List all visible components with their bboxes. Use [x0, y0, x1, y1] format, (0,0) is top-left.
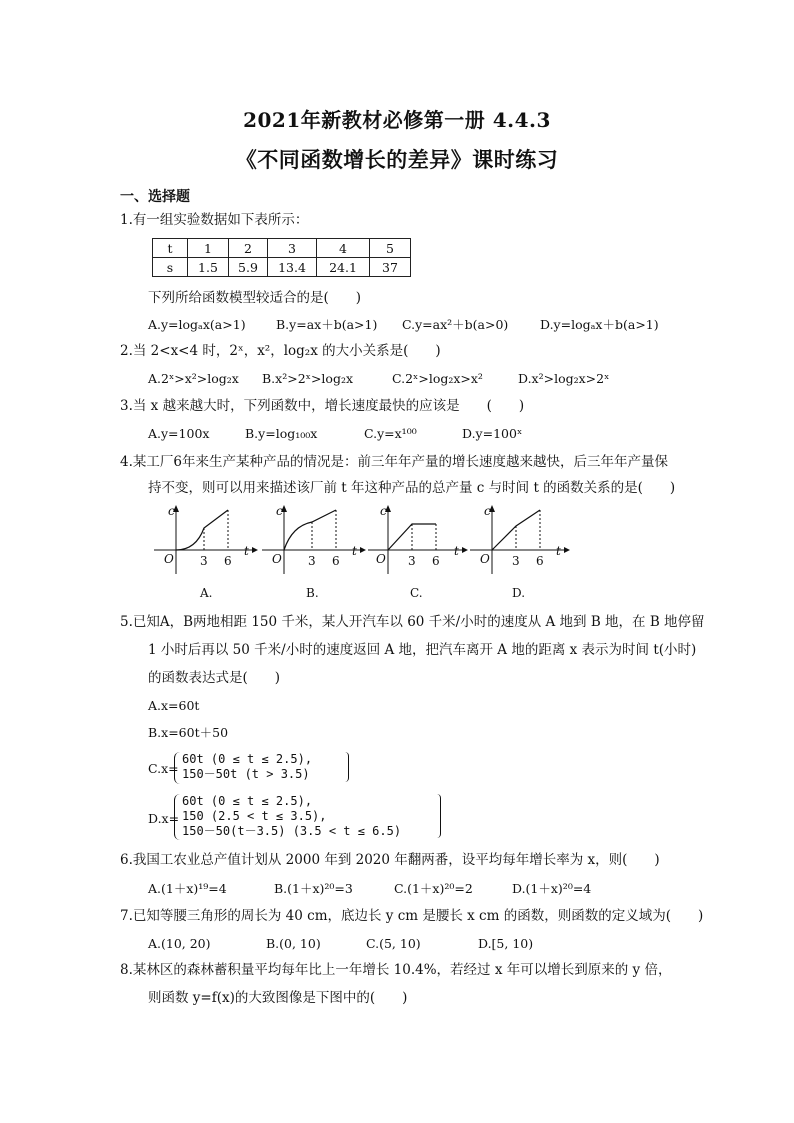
doc-subtitle: 《不同函数增长的差异》课时练习 — [235, 147, 559, 172]
q5-option-c-cases — [182, 752, 312, 782]
graph-label-c: C. — [410, 586, 423, 600]
q2-stem: 2.当 2<x<4 时，2ˣ，x²，log₂x 的大小关系是( ) — [120, 343, 441, 359]
q5-option-a: A.x=60t — [148, 698, 200, 713]
q5-option-b: B.x=60t＋50 — [148, 725, 229, 740]
q3-option-d: D.y=100ˣ — [462, 426, 523, 441]
table-cell: 37 — [370, 258, 411, 277]
table-cell: 24.1 — [317, 258, 370, 277]
graph-label-b: B. — [306, 586, 319, 600]
q4-graph-a — [148, 504, 258, 604]
tick-6: 6 — [536, 554, 544, 568]
case-line: 150 (2.5 < t ≤ 3.5), — [182, 809, 327, 823]
bracket-c — [344, 752, 349, 782]
section-heading: 一、选择题 — [120, 189, 190, 205]
tick-6: 6 — [224, 554, 232, 568]
q1-option-a: A.y=logₐx(a>1) — [148, 317, 246, 332]
q3-option-c: C.y=x¹⁰⁰ — [364, 426, 417, 441]
q7-option-c: C.(5, 10) — [366, 936, 421, 951]
case-line: 60t (0 ≤ t ≤ 2.5), — [182, 794, 313, 808]
q3-option-a: A.y=100x — [148, 426, 210, 441]
case-line: 60t (0 ≤ t ≤ 2.5), — [182, 752, 313, 766]
q8-stem-line1: 8.某林区的森林蓄积量平均每年比上一年增长 10.4%，若经过 x 年可以增长到原来的 y 倍， — [120, 962, 672, 978]
q7-option-b: B.(0, 10) — [266, 936, 321, 951]
q1-prompt: 下列所给函数模型较适合的是( ) — [148, 290, 362, 306]
origin-label: O — [164, 552, 174, 566]
q5-option-c-prefix: C.x= — [148, 761, 179, 776]
table-row — [153, 239, 411, 258]
q1-option-d: D.y=logₐx＋b(a>1) — [540, 317, 659, 332]
bracket-d — [436, 794, 441, 838]
q7-option-a: A.(10, 20) — [148, 936, 211, 951]
q1-option-b: B.y=ax＋b(a>1) — [276, 317, 378, 332]
table-cell: s — [153, 258, 188, 277]
doc-title: 2021年新教材必修第一册 4.4.3 — [243, 108, 551, 132]
table-cell: 1.5 — [188, 258, 229, 277]
tick-3: 3 — [308, 554, 316, 568]
origin-label: O — [376, 552, 386, 566]
q4-stem-line1: 4.某工厂6年来生产某种产品的情况是：前三年年产量的增长速度越来越快，后三年年产量保 — [120, 454, 668, 470]
q1-option-c: C.y=ax²＋b(a>0) — [402, 317, 509, 332]
table-cell: 4 — [317, 239, 370, 258]
q2-option-b: B.x²>2ˣ>log₂x — [262, 371, 354, 386]
q6-option-c: C.(1＋x)²⁰=2 — [394, 881, 473, 896]
t-label: t — [244, 544, 249, 558]
q1-stem: 1.有一组实验数据如下表所示： — [120, 212, 309, 228]
table-cell: 5.9 — [229, 258, 268, 277]
table-cell: 1 — [188, 239, 229, 258]
q5-stem-line3: 的函数表达式是( ) — [148, 670, 281, 686]
q6-option-d: D.(1＋x)²⁰=4 — [512, 881, 592, 896]
q2-option-c: C.2ˣ>log₂x>x² — [392, 371, 483, 386]
q1-data-table — [152, 238, 411, 277]
table-cell: t — [153, 239, 188, 258]
c-label: c — [484, 504, 491, 518]
t-label: t — [556, 544, 561, 558]
c-label: c — [168, 504, 175, 518]
case-line: 150－50t (t > 3.5) — [182, 767, 310, 781]
q4-graph-d — [466, 504, 576, 604]
q6-option-b: B.(1＋x)²⁰=3 — [274, 881, 353, 896]
case-line: 150－50(t－3.5) (3.5 < t ≤ 6.5) — [182, 824, 402, 838]
q5-option-d-prefix: D.x= — [148, 811, 180, 826]
table-cell: 2 — [229, 239, 268, 258]
origin-label: O — [272, 552, 282, 566]
tick-6: 6 — [332, 554, 340, 568]
q4-graph-c — [364, 504, 474, 604]
table-cell: 3 — [268, 239, 317, 258]
q5-stem-line2: 1 小时后再以 50 千米/小时的速度返回 A 地，把汽车离开 A 地的距离 x 表示为时间 t(小时) — [148, 642, 697, 658]
table-cell: 5 — [370, 239, 411, 258]
origin-label: O — [480, 552, 490, 566]
q3-option-b: B.y=log₁₀₀x — [245, 426, 318, 441]
tick-6: 6 — [432, 554, 440, 568]
q7-stem: 7.已知等腰三角形的周长为 40 cm，底边长 y cm 是腰长 x cm 的函数，则函数的定义域为( ) — [120, 908, 704, 924]
q2-option-d: D.x²>log₂x>2ˣ — [518, 371, 610, 386]
graph-label-d: D. — [512, 586, 526, 600]
q3-stem: 3.当 x 越来越大时，下列函数中，增长速度最快的应该是 ( ) — [120, 398, 525, 414]
brace-d — [174, 794, 181, 840]
graph-label-a: A. — [200, 586, 213, 600]
curve — [284, 510, 336, 550]
q2-option-a: A.2ˣ>x²>log₂x — [148, 371, 239, 386]
q4-graph-b — [256, 504, 366, 604]
table-cell: 13.4 — [268, 258, 317, 277]
tick-3: 3 — [512, 554, 520, 568]
t-label: t — [454, 544, 459, 558]
table-row — [153, 258, 411, 277]
t-label: t — [352, 544, 357, 558]
brace-c — [174, 752, 181, 784]
t-axis-arrow-icon — [564, 547, 570, 553]
c-label: c — [380, 504, 387, 518]
q6-stem: 6.我国工农业总产值计划从 2000 年到 2020 年翻两番，设平均每年增长率为 x，则( ) — [120, 852, 660, 868]
q5-option-d-cases — [182, 794, 401, 839]
tick-3: 3 — [200, 554, 208, 568]
tick-3: 3 — [408, 554, 416, 568]
q7-option-d: D.[5, 10) — [478, 936, 534, 951]
q6-option-a: A.(1＋x)¹⁹=4 — [148, 881, 227, 896]
q4-stem-line2: 持不变，则可以用来描述该厂前 t 年这种产品的总产量 c 与时间 t 的函数关系的是( ) — [148, 480, 676, 496]
curve — [176, 510, 228, 550]
q8-stem-line2: 则函数 y=f(x)的大致图像是下图中的( ) — [148, 990, 408, 1006]
q5-stem-line1: 5.已知A，B两地相距 150 千米，某人开汽车以 60 千米/小时的速度从 A 地到 B 地，在 B 地停留 — [120, 614, 705, 630]
c-label: c — [276, 504, 283, 518]
